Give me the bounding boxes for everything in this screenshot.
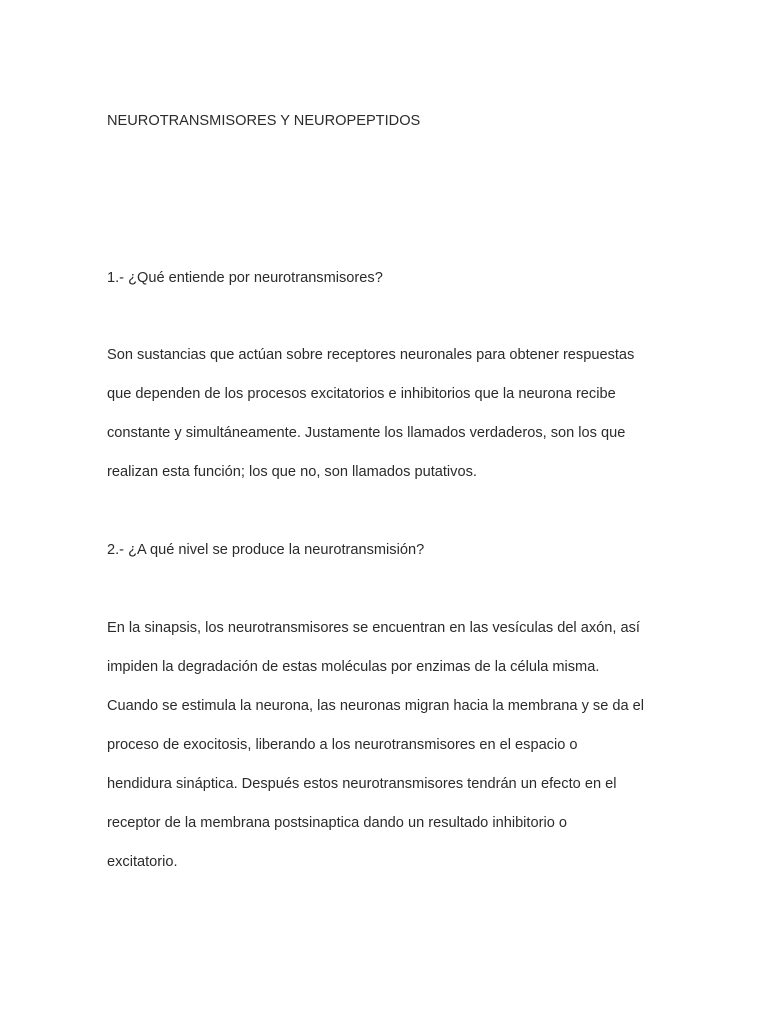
answer-2-line-2: impiden la degradación de estas moléculas por enzimas de la célula misma.	[107, 659, 600, 675]
document-title: NEUROTRANSMISORES Y NEUROPEPTIDOS	[107, 113, 421, 129]
answer-2-line-1: En la sinapsis, los neurotransmisores se encuentran en las vesículas del axón, así	[107, 620, 640, 636]
answer-2-line-7: excitatorio.	[107, 854, 178, 870]
answer-2-line-5: hendidura sináptica. Después estos neurotransmisores tendrán un efecto en el	[107, 776, 617, 792]
question-1: 1.- ¿Qué entiende por neurotransmisores?	[107, 270, 383, 286]
answer-2-line-3: Cuando se estimula la neurona, las neuronas migran hacia la membrana y se da el	[107, 698, 645, 714]
answer-1-line-1: Son sustancias que actúan sobre receptores neuronales para obtener respuestas	[107, 347, 635, 363]
answer-2-line-4: proceso de exocitosis, liberando a los neurotransmisores en el espacio o	[107, 737, 578, 753]
answer-1-line-3: constante y simultáneamente. Justamente los llamados verdaderos, son los que	[107, 425, 626, 441]
answer-1-line-2: que dependen de los procesos excitatorios e inhibitorios que la neurona recibe	[107, 386, 616, 402]
answer-2-line-6: receptor de la membrana postsinaptica dando un resultado inhibitorio o	[107, 815, 567, 831]
answer-1-line-4: realizan esta función; los que no, son llamados putativos.	[107, 464, 477, 480]
question-2: 2.- ¿A qué nivel se produce la neurotransmisión?	[107, 542, 425, 558]
